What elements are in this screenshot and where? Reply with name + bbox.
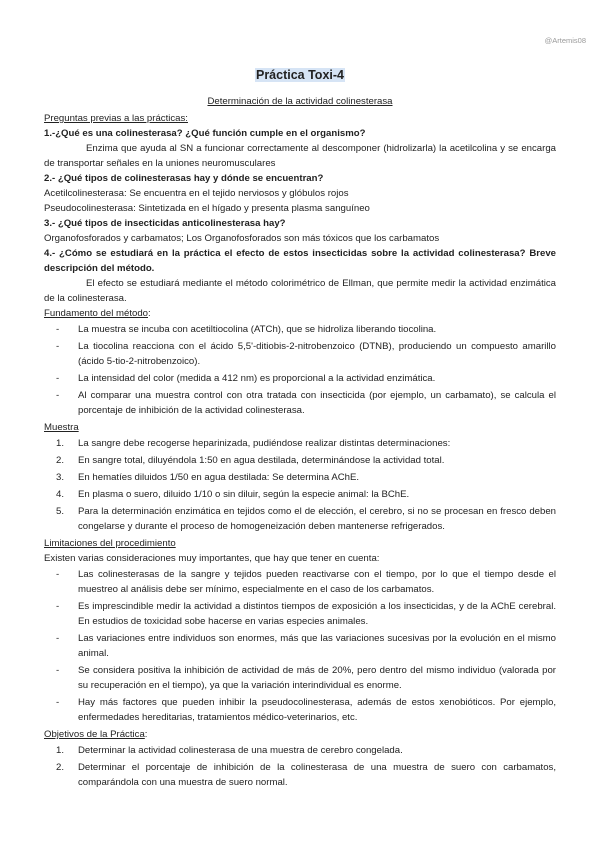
list-item: 4. En plasma o suero, diluido 1/10 o sin diluir, según la especie animal: la BChE. (56, 489, 410, 500)
document-title: Práctica Toxi-4 (255, 68, 344, 82)
answer-2b: Pseudocolinesterasa: Sintetizada en el hígado y presenta plasma sanguíneo (44, 203, 370, 214)
list-item: - Las colinesterasas de la sangre y tejidos pueden reactivarse con el tiempo, por lo que el tiempo desde el muestreo al análisis debe ser mínimo, especialmente en el caso de los carbamatos. (56, 569, 556, 595)
answer-4: El efecto se estudiará mediante el método colorimétrico de Ellman, que permite medir la actividad enzimática de la colinesterasa. (44, 278, 556, 304)
limitaciones-intro: Existen varias consideraciones muy importantes, que hay que tener en cuenta: (44, 553, 380, 564)
list-item: - Al comparar una muestra control con otra tratada con insecticida (por ejemplo, un carbamato), se calcula el porcentaje de inhibición de la actividad colinesterasa. (56, 390, 556, 416)
fundamento-heading: Fundamento del método: (44, 308, 151, 319)
answer-3: Organofosforados y carbamatos; Los Organofosforados son más tóxicos que los carbamatos (44, 233, 440, 244)
objetivos-heading: Objetivos de la Práctica: (44, 729, 148, 740)
muestra-heading: Muestra (44, 422, 79, 433)
list-item: 1. Determinar la actividad colinesterasa de una muestra de cerebro congelada. (56, 745, 403, 756)
list-item: 1. La sangre debe recogerse heparinizada, pudiéndose realizar distintas determinaciones: (56, 438, 451, 449)
muestra-list (44, 436, 556, 534)
list-item: - La intensidad del color (medida a 412 nm) es proporcional a la actividad enzimática. (56, 373, 436, 384)
list-item: 3. En hematíes diluidos 1/50 en agua destilada: Se determina AChE. (56, 472, 360, 483)
list-item: - La tiocolina reacciona con el ácido 5,5'-ditiobis-2-nitrobenzoico (DTNB), produciendo un compuesto amarillo (ácido 5-tio-2-nitrobenzoico). (56, 341, 556, 367)
limitaciones-heading: Limitaciones del procedimiento (44, 538, 176, 549)
preguntas-heading: Preguntas previas a las prácticas: (44, 113, 188, 124)
watermark: @Artemis08 (544, 36, 586, 45)
fundamento-list (44, 322, 556, 418)
objetivos-list (44, 743, 556, 790)
list-item: 5. Para la determinación enzimática en tejidos como el de elección, el cerebro, si no se procesan en fresco deben congelarse y durante el proceso de homogeneización deben mantenerse refrigerados. (56, 506, 556, 532)
list-item: - Las variaciones entre individuos son enormes, más que las variaciones sucesivas por la evolución en el mismo animal. (56, 633, 556, 659)
list-item: 2. En sangre total, diluyéndola 1:50 en agua destilada, determinándose la actividad total. (56, 455, 445, 466)
question-1: 1.-¿Qué es una colinesterasa? ¿Qué función cumple en el organismo? (44, 128, 366, 139)
question-2: 2.- ¿Qué tipos de colinesterasas hay y dónde se encuentran? (44, 173, 324, 184)
answer-2a: Acetilcolinesterasa: Se encuentra en el tejido nerviosos y glóbulos rojos (44, 188, 349, 199)
list-item: 2. Determinar el porcentaje de inhibición de la colinesterasa de una muestra de suero con carbamatos, comparándola con una muestra de suero normal. (56, 762, 556, 788)
list-item: - Se considera positiva la inhibición de actividad de más de 20%, pero dentro del mismo individuo (valorada por su recuperación en el tiempo), ya que la variación interindividual es enorme. (56, 665, 556, 691)
document-page (44, 68, 556, 792)
document-subtitle: Determinación de la actividad colinesterasa (207, 96, 393, 107)
question-4: 4.- ¿Cómo se estudiará en la práctica el efecto de estos insecticidas sobre la actividad colinesterasa? Breve descripción del método. (44, 248, 556, 274)
limitaciones-list (44, 567, 556, 725)
list-item: - La muestra se incuba con acetiltiocolina (ATCh), que se hidroliza liberando tiocolina. (56, 324, 437, 335)
list-item: - Es imprescindible medir la actividad a distintos tiempos de exposición a los insecticidas, y de la AChE cerebral. En estudios de toxicidad sobe hacerse en varias especies animales. (56, 601, 556, 627)
answer-1: Enzima que ayuda al SN a funcionar correctamente al descomponer (hidrolizarla) la acetilcolina y se encarga de transportar señales en la uniones neuromusculares (44, 143, 556, 169)
question-3: 3.- ¿Qué tipos de insecticidas anticolinesterasa hay? (44, 218, 286, 229)
list-item: - Hay más factores que pueden inhibir la pseudocolinesterasa, además de estos xenobióticos. Por ejemplo, enfermedades hereditarias, tratamientos médico-veterinarios, etc. (56, 697, 556, 723)
